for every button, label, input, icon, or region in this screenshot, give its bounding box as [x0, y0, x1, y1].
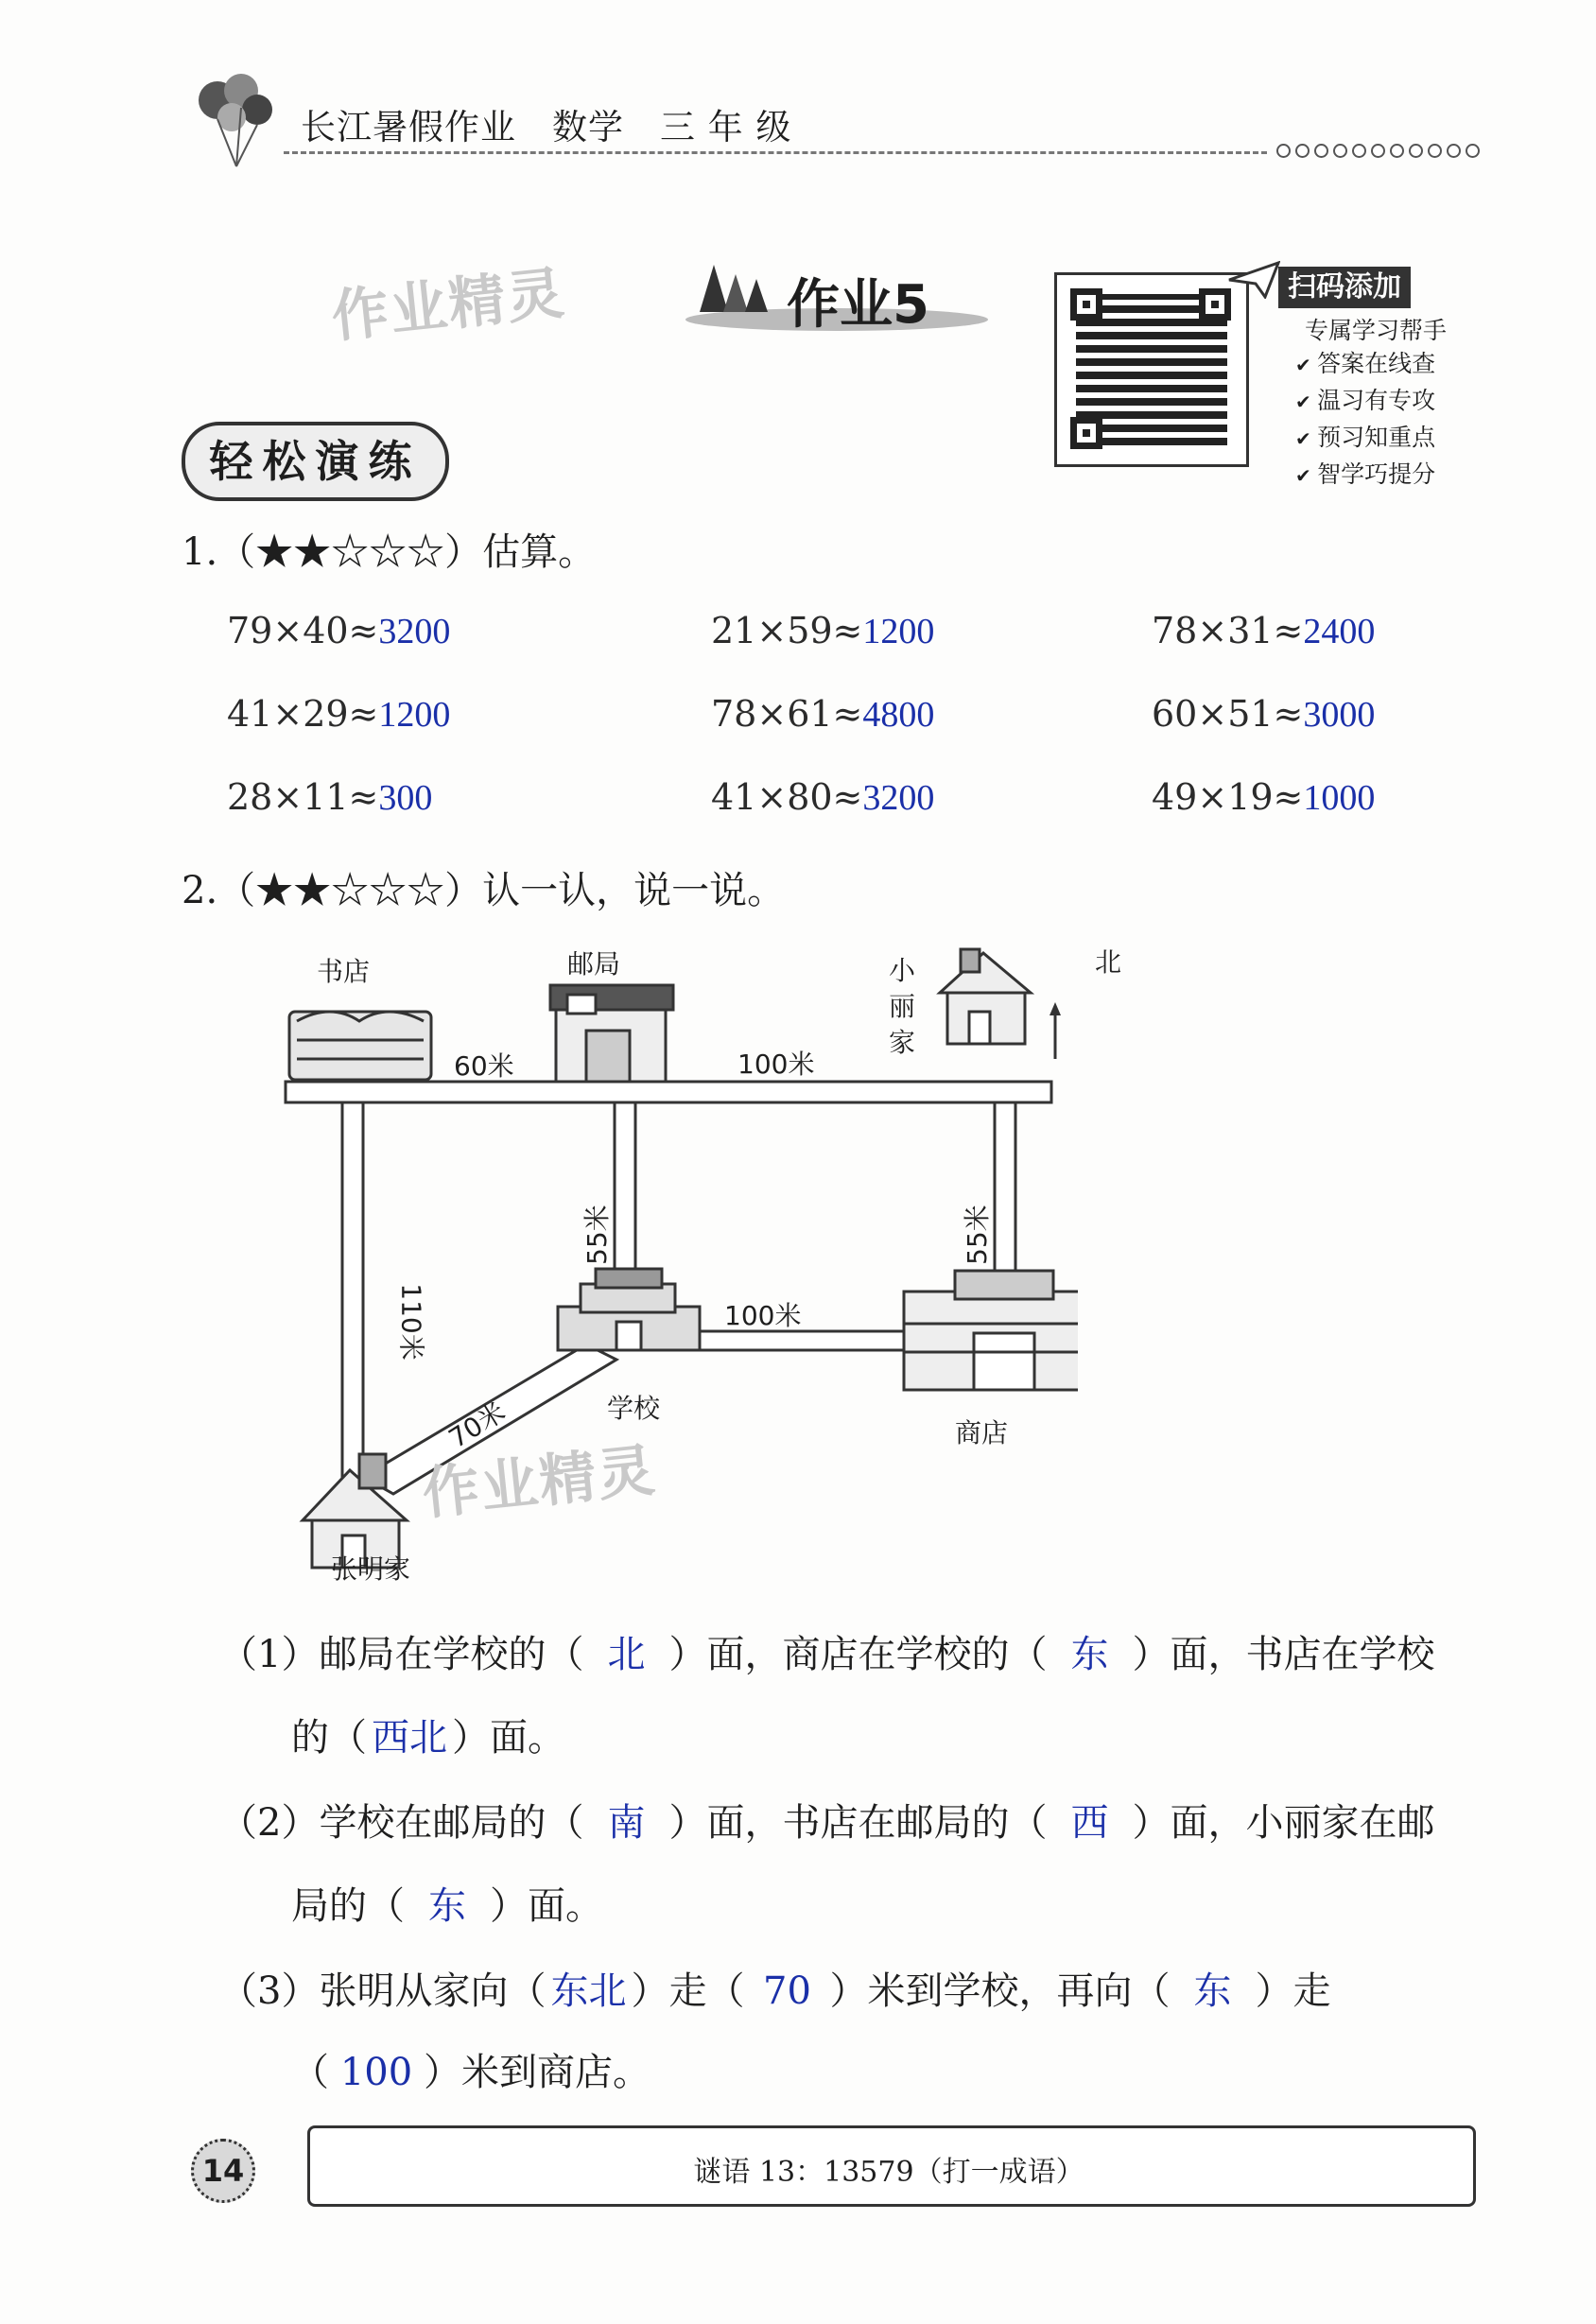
label-school: 学校 — [607, 1393, 661, 1424]
qr-code[interactable] — [1054, 272, 1249, 467]
answer-blank: 北 — [607, 1633, 646, 1676]
answer-blank: 东 — [1070, 1633, 1109, 1676]
question-2-label: 2.（★★☆☆☆）认一认，说一说。 — [182, 869, 786, 912]
scan-feature-item: ✔ 智学巧提分 — [1295, 457, 1435, 494]
riddle-text: 谜语 13：13579（打一成语） — [693, 2156, 1084, 2189]
label-dist-school-shop: 100米 — [724, 1300, 802, 1331]
label-post-office: 邮局 — [567, 948, 621, 980]
post-office-icon — [550, 985, 673, 1082]
header-divider — [284, 151, 1267, 154]
subquestion-1-line-2: 的（ 西北 ）面。 — [291, 1708, 565, 1761]
watermark-map: 作业精灵 — [419, 1437, 660, 1528]
scan-subtitle: 专属学习帮手 — [1305, 317, 1448, 344]
answer-blank: 100 — [339, 2051, 413, 2094]
label-dist-post-school: 55米 — [581, 1205, 613, 1265]
scan-feature-item: ✔ 预习知重点 — [1295, 420, 1435, 457]
answer-blank: 西 — [1070, 1801, 1109, 1845]
subquestion-3-line-1: （3）张明从家向（ 东北 ）走（ 70 ）米到学校，再向（ 东 ）走 — [219, 1961, 1330, 2015]
subquestion-2-line-1: （2）学校在邮局的（ 南 ）面，书店在邮局的（ 西 ）面，小丽家在邮 — [219, 1793, 1434, 1847]
label-dist-xiaoli-shop: 55米 — [961, 1205, 993, 1265]
estimate-item: 28×11≈300 — [227, 776, 433, 818]
estimate-item: 21×59≈1200 — [711, 610, 935, 651]
road-north — [286, 1082, 1051, 1102]
estimate-item: 41×29≈1200 — [227, 693, 451, 735]
label-dist-book-post: 60米 — [454, 1050, 514, 1082]
road-xiaoli-shop — [995, 1102, 1015, 1293]
answer-blank: 东北 — [550, 1969, 627, 2013]
answer-blank: 南 — [607, 1801, 646, 1845]
question-1-label: 1.（★★☆☆☆）估算。 — [182, 530, 597, 574]
label-dist-zm-school: 70米 — [442, 1396, 512, 1455]
label-dist-book-zm: 110米 — [395, 1283, 427, 1361]
label-north: 北 — [1095, 946, 1122, 978]
bookstore-icon — [289, 1012, 431, 1080]
scan-feature-item: ✔ 答案在线查 — [1295, 346, 1435, 383]
section-title: 轻松演练 — [182, 422, 449, 501]
label-dist-post-xiaoli: 100米 — [737, 1049, 815, 1080]
label-zhangming-home: 张明家 — [331, 1553, 411, 1585]
label-bookstore: 书店 — [317, 956, 371, 987]
watermark-top: 作业精灵 — [328, 260, 569, 351]
road-west — [342, 1102, 363, 1484]
subquestion-1-line-1: （1）邮局在学校的（ 北 ）面，商店在学校的（ 东 ）面，书店在学校 — [219, 1624, 1434, 1678]
subquestion-2-line-2: 局的（ 东 ）面。 — [291, 1876, 603, 1930]
estimate-item: 41×80≈3200 — [711, 776, 935, 818]
homework-title: 作业5 — [787, 274, 929, 336]
answer-blank: 东 — [428, 1884, 466, 1928]
scan-feature-item: ✔ 温习有专攻 — [1295, 383, 1435, 420]
estimate-item: 78×61≈4800 — [711, 693, 935, 735]
school-icon — [558, 1269, 700, 1350]
page-number: 14 — [191, 2139, 255, 2203]
estimate-item: 78×31≈2400 — [1152, 610, 1376, 651]
estimate-item: 49×19≈1000 — [1152, 776, 1376, 818]
paper-plane-icon — [1227, 261, 1280, 299]
estimate-item: 60×51≈3000 — [1152, 693, 1376, 735]
scan-title: 扫码添加 — [1278, 267, 1411, 308]
scan-feature-list — [1295, 346, 1435, 494]
answer-blank: 70 — [763, 1969, 811, 2013]
subquestion-3-line-2: （ 100 ）米到商店。 — [291, 2051, 651, 2094]
shop-icon — [904, 1271, 1078, 1390]
answer-blank: 西北 — [372, 1716, 447, 1760]
answer-blank: 东 — [1193, 1969, 1232, 2013]
balloons-logo-icon — [189, 62, 284, 171]
estimate-item: 79×40≈3200 — [227, 610, 451, 651]
header-title: 长江暑假作业 数学 三 年 级 — [301, 107, 792, 147]
label-xiaoli-home: 小丽家 — [889, 955, 916, 1058]
xiaoli-house-icon — [940, 949, 1031, 1044]
label-shop: 商店 — [955, 1417, 1009, 1448]
